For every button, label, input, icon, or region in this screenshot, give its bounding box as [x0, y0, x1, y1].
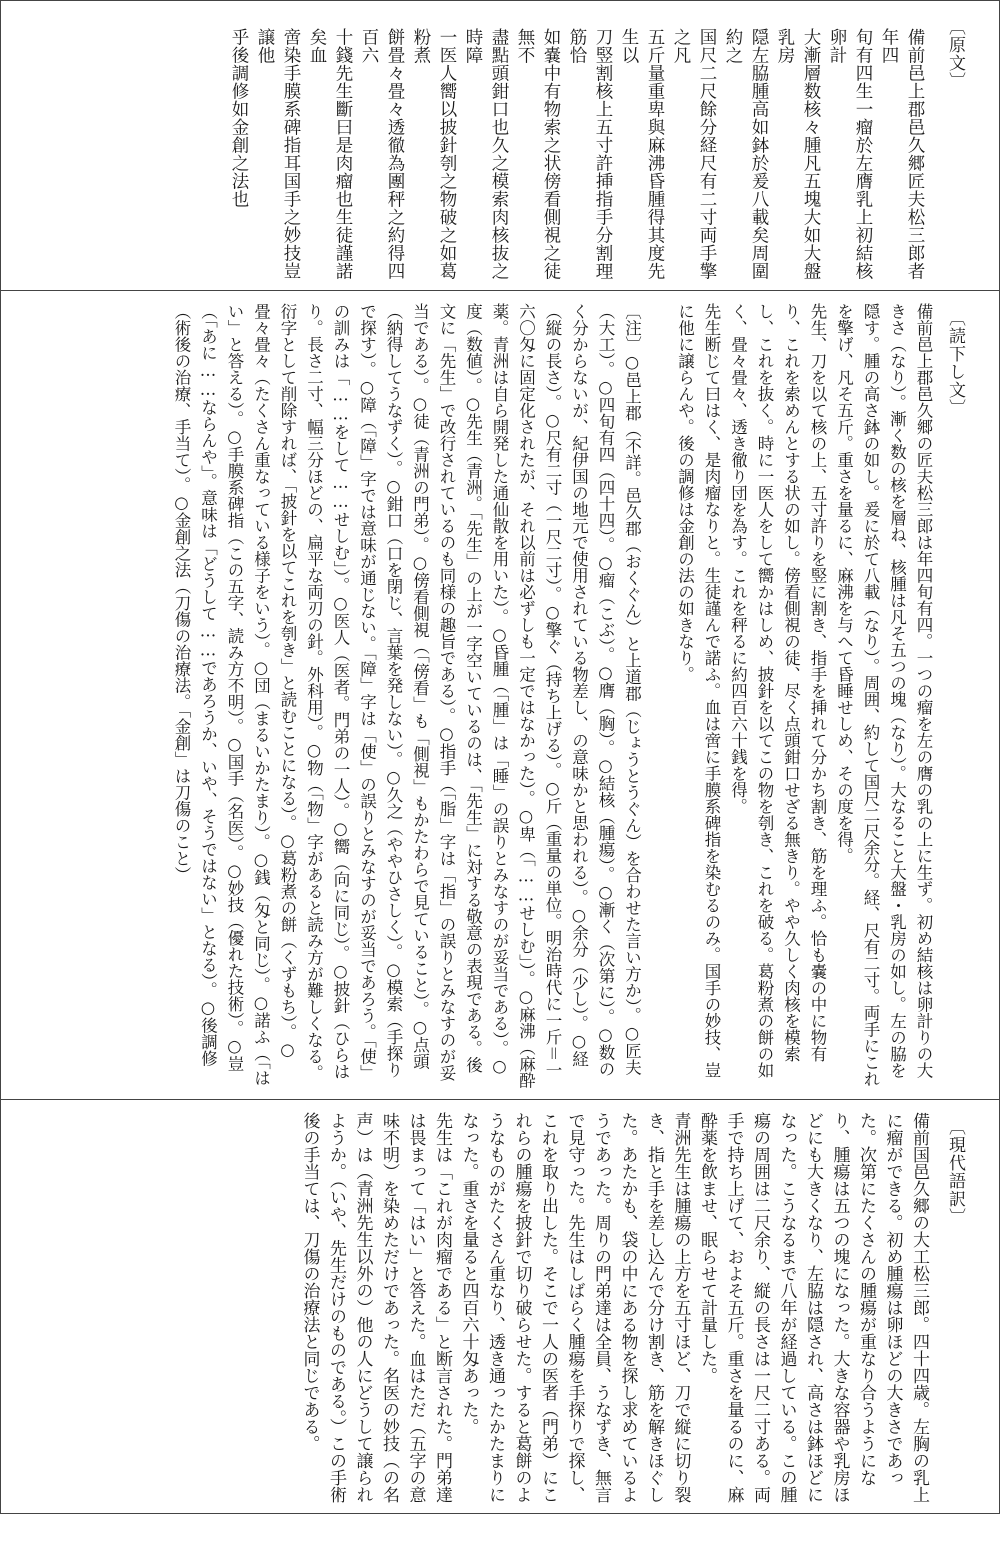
original-label: 〔原文〕	[945, 18, 965, 90]
reading-text-section	[0, 291, 1000, 1099]
reading-text: 備前邑上郡邑久郷の匠夫松三郎は年四旬有四。一つの瘤を左の膺の乳の上に生ず。初め結核は卵計りの大きさ（なり）。漸く数の核を層ね、核腫は凡そ五つの塊（なり）。大なること大盤・乳房の如し。左の脇を隠す。腫の高さ鉢の如し。爰に於て八載（なり）。周囲、約して国尺二尺余分。経、尺有二寸。両手にこれを擎げ、凡そ五斤。重さを量るに、麻沸を与へて昏睡せしめ、その度を得。 先生、刀を以て核の上、五寸許りを竪に割き、指手を挿れて分かち割き、筋を理ふ。恰も嚢の中に物有り、これを索めんとする状の如し。傍看側視の徒、尽く点頭鉗口せざる無きり。やや久しく肉核を模索し、これを抜く。時に一医人をして嚮かはしめ、披針を以てこの物を刳き、これを破る。葛粉煮の餅の如く、畳々畳々、透き徹り団を為す。これを秤るに約四百六十銭を得。 先生断じて曰はく、是肉瘤なりと。生徒謹んで諾ふ。血は啻に手膜系碑指を染むるのみ。国手の妙技、豈に他に譲らんや。後の調修は金創の法の如きなり。 〔注〕○邑上郡（不詳。邑久郡（おくぐん）と上道郡（じょうとうぐん）を合わせた言い方か）。○匠夫（大工）。○四旬有四（四十四）。○瘤（こぶ）。○膺（胸）。○結核（腫瘍）。○漸く（次第に）。○数のく分からないが、紀伊国の地元で使用されている物差し、の意味かと思われる）。○余分（少し）。○経（縦の長さ）。○尺有二寸（一尺二寸）。○擎ぐ（持ち上げる）。○斤（重量の単位。明治時代に一斤＝一六〇匁に固定化されたが、それ以前は必ずしも一定ではなかった）。○卑（「……せしむ」）。○麻沸（麻酔薬。青洲は自ら開発した通仙散を用いた）。○昏腫（「腫」は「睡」の誤りとみなすのが妥当である）。○度（数値）。○先生（青洲。「先生」の上が一字空いているのは、「先生」に対する敬意の表現である。後文に「先生」で改行されているのも同様の趣旨である）。○指手（「脂」字は「指」の誤りとみなすのが妥当である）。○徒（青洲の門弟）。○傍看側視（「傍看」も「側視」もかたわらで見ていること）。○点頭（納得してうなずく）。○鉗口（口を閉じ、言葉を発しない）。○久之（ややひさしく）。○模索（手探りで探す）。○障（「障」字では意味が通じない。「障」字は「使」の誤りとみなすのが妥当であろう。「使」の訓みは「……をして……せしむ」）。○医人（医者。門弟の一人）。○嚮（向に同じ）。○披針（ひらはり。長さ二寸、幅三分ほどの、扁平な両刃の針。外科用）。○物（「物」字があると読み方が難しくなる。衍字として削除すれば、「披針を以てこれを刳き」と読むことになる）。○葛粉煮の餅（くずもち）。○畳々畳々（たくさん重なっている様子をいう）。○団（まるいかたまり）。○銭（匁と同じ）。○諾ふ（「はい」と答える）。○手膜系碑指（この五字、読み方不明）。○国手（名医）。○妙技（優れた技術）。○豈（「あに……ならんや」。意味は「どうして……であろうか、いや、そうではない」となる）。○後調修（術後の治療、手当て）。○金創之法（刀傷の治療法。「金創」は刀傷のこと）	[172, 303, 933, 1089]
original-text-section	[0, 0, 1000, 290]
reading-label: 〔読下し文〕	[945, 309, 965, 417]
modern-text: 備前国邑久郷の大工松三郎。四十四歳。左胸の乳上に瘤ができる。初め腫瘍は卵ほどの大きさであった。次第にたくさんの腫瘍が重なり合うようになり、腫瘍は五つの塊になった。大きな容器や乳房ほどにも大きくなり、左脇は隠され、高さは鉢ほどになった。こうなるまで八年が経過している。この腫瘍の周囲は二尺余り、縦の長さは一尺二寸ある。両手で持ち上げて、およそ五斤。重さを量るのに、麻酔薬を飲ませ、眠らせて計量した。 青洲先生は腫瘍の上方を五寸ほど、刀で縦に切り裂き、指と手を差し込んで分け割き、筋を解きほぐした。あたかも、袋の中にある物を探し求めているようであった。周りの門弟達は全員、うなずき、無言で見守った。先生はしばらく腫瘍を手探りで探し、これを取り出した。そこで一人の医者（門弟）にこれらの腫瘍を披針で切り破らせた。すると葛餅のようなものがたくさん重なり、透き通ったかたまりになった。重さを量ると四百六十匁あった。 先生は「これが肉瘤である」と断言された。門弟達は畏まって「はい」と答えた。血はただ（五字の意味不明）を染めただけであった。名医の妙技（の名声）は（青洲先生以外の）他の人にどうして譲られようか。（いや、先生だけのものである。）この手術後の手当ては、刀傷の治療法と同じである。	[299, 1112, 929, 1503]
original-text: 備前邑上郡邑久郷匠夫松三郎者年四 旬有四生一瘤於左膺乳上初結核卵計 大漸層数核々腫凡五塊大如大盤乳房 隠左脇腫高如鉢於爰八載矣周圍約之 国尺二尺餘分経尺有二寸両手擎之凡 五斤量重卑與麻沸昏腫得其度先生以 刀竪割核上五寸許挿指手分割理筋恰 如嚢中有物索之状傍看側視之徒無不 盡點頭鉗口也久之模索肉核抜之時障 一医人嚮以披針刳之物破之如葛粉煮 餅畳々畳々透徹為團秤之約得四百六 十錢先生斷曰是肉瘤也生徒謹諾矣血 啻染手膜系碑指耳国手之妙技豈譲他 乎後調修如金創之法也	[229, 28, 925, 280]
modern-translation-section	[0, 1100, 1000, 1512]
modern-label: 〔現代語訳〕	[945, 1118, 965, 1226]
